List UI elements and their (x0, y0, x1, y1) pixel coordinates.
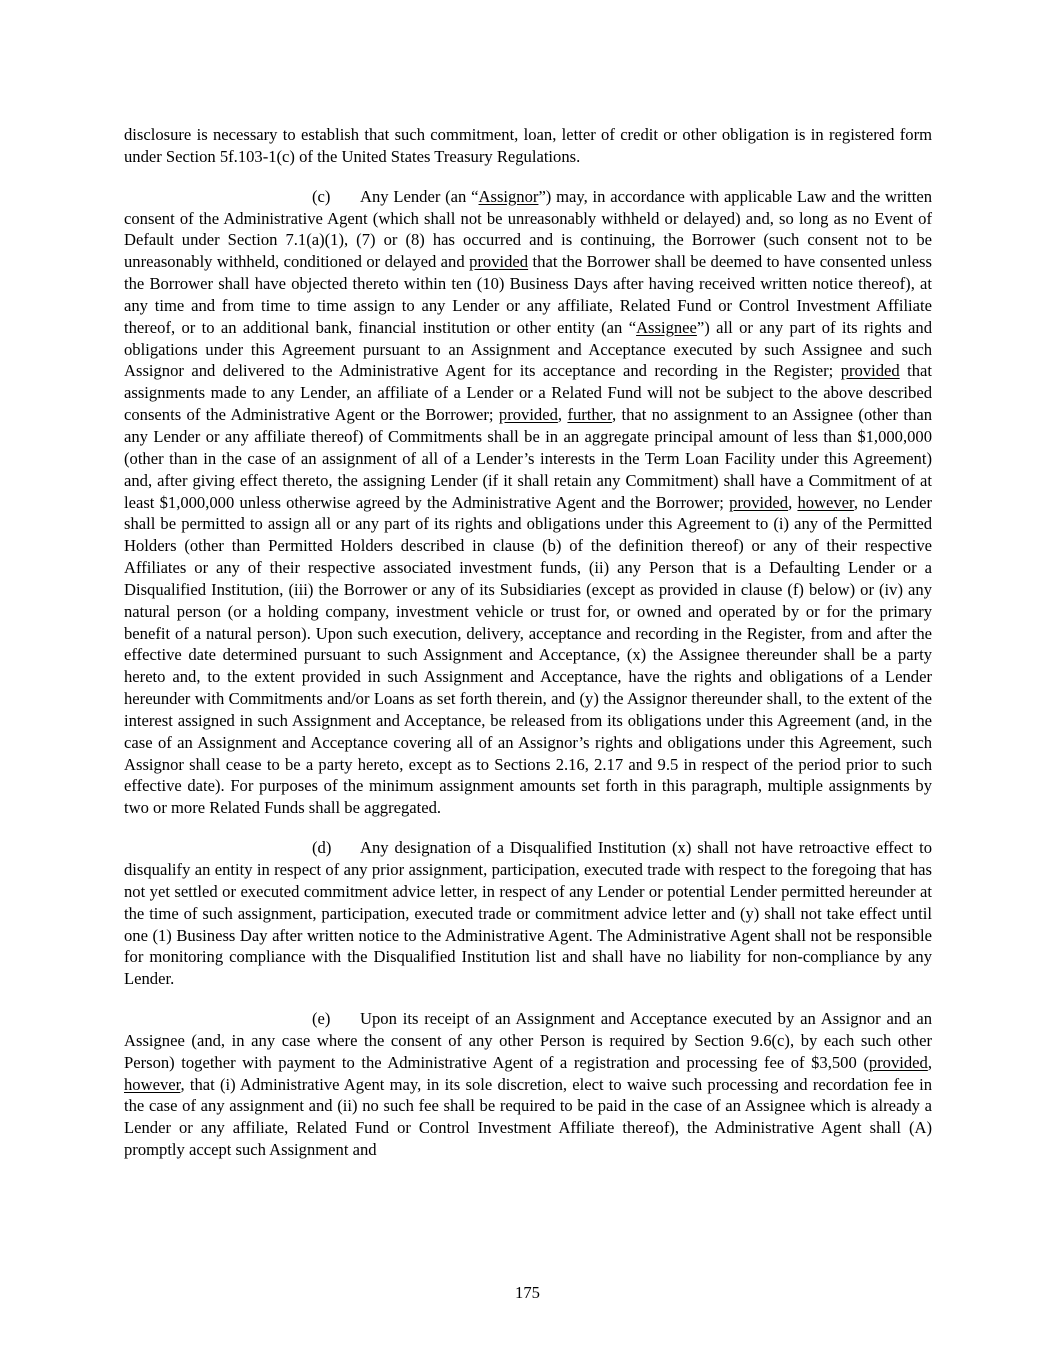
defined-term-assignee: Assignee (636, 317, 697, 337)
paragraph-intro (124, 124, 932, 168)
underlined-term: provided (469, 252, 529, 272)
paragraph-e (124, 1008, 932, 1161)
text-run: , (557, 405, 568, 425)
underlined-term: provided (498, 405, 558, 425)
underlined-term: however (797, 492, 854, 512)
underlined-term: provided (729, 492, 789, 512)
paragraph-label: (e) (312, 1009, 331, 1029)
text-run: that assignments made to any Lender, an affiliate of a Lender or a Related Fund will not be subject to the above described consents of the Administrative Agent or the Borrower; (124, 361, 932, 425)
paragraph-label: (d) (312, 838, 332, 858)
underlined-term: provided (868, 1052, 928, 1072)
text-run: Any designation of a Disqualified Institution (x) shall not have retroactive effect to disqualify an entity in respect of any prior assignment, participation, executed trade with respect to the foregoing that has not yet settled or executed commitment advice letter, in respect of any Lender or potential Lender permitted hereunder at the time of such assignment, participation, executed trade or commitment advice letter and (y) shall not take effect until one (1) Business Day after written notice to the Administrative Agent. The Administrative Agent shall not be responsible for monitoring compliance with the Disqualified Institution list and shall have no liability for non-compliance by any Lender. (124, 838, 932, 989)
text-run: that the Borrower shall be deemed to have consented unless the Borrower shall have objected thereto within ten (10) Business Days after having received written notice thereof), at any time and from time to time assign to any Lender or any affiliate, Related Fund or Control Investment Affiliate thereof, or to an additional bank, financial institution or other entity (an “ (124, 252, 932, 337)
text-run: , that no assignment to an Assignee (other than any Lender or any affiliate thereof) of Commitments shall be in an aggregate principal amount of less than $1,000,000 (other than in the case of an assignment of all of a Lender’s interests in the Term Loan Facility under this Agreement) and, after giving effect thereto, the assigning Lender (if it shall retain any Commitment) shall have a Commitment of at least $1,000,000 unless otherwise agreed by the Administrative Agent and the Borrower; (124, 405, 933, 512)
text-run: , (927, 1052, 932, 1072)
text-run: , (788, 492, 798, 512)
defined-term-assignor: Assignor (478, 186, 539, 206)
text-run: , that (i) Administrative Agent may, in its sole discretion, elect to waive such processing and recordation fee in the case of any assignment and (ii) no such fee shall be required to be paid in the case of an Assignee which is already a Lender or any affiliate, Related Fund or Control Investment Affiliate thereof), the Administrative Agent shall (A) promptly accept such Assignment and (124, 1074, 932, 1160)
paragraph-d (124, 837, 932, 990)
document-page (124, 124, 932, 1161)
paragraph-label: (c) (312, 186, 331, 206)
underlined-term: provided (840, 361, 900, 381)
underlined-term: further (567, 405, 612, 425)
underlined-term: however (124, 1074, 181, 1094)
paragraph-c (124, 186, 932, 819)
text-run: Upon its receipt of an Assignment and Acceptance executed by an Assignor and an Assignee (and, in any case where the consent of any other Person is required by Section 9.6(c), by each such other Person) together with payment to the Administrative Agent of a registration and processing fee of $3,500 ( (124, 1009, 932, 1072)
text-run: ”) may, in accordance with applicable Law and the written consent of the Administrative Agent (which shall not be unreasonably withheld or delayed) and, so long as no Event of Default under Section 7.1(a)(1), (7) or (8) has occurred and is continuing, the Borrower (such consent not to be unreasonably withheld, conditioned or delayed and (124, 186, 933, 272)
text-run: Any Lender (an “ (360, 186, 479, 206)
text-run: disclosure is necessary to establish that such commitment, loan, letter of credit or other obligation is in registered form under Section 5f.103-1(c) of the United States Treasury Regulations. (124, 125, 932, 166)
text-run: ”) all or any part of its rights and obligations under this Agreement pursuant to an Assignment and Acceptance executed by such Assignee and such Assignor and delivered to the Administrative Agent for its acceptance and recording in the Register; (124, 317, 932, 381)
page-number: 175 (515, 1283, 540, 1302)
text-run: , no Lender shall be permitted to assign all or any part of its rights and obligations under this Agreement to (i) any of the Permitted Holders (other than Permitted Holders described in clause (b) of the definition thereof) or any of their respective Affiliates or any of their respective associated investment funds, (ii) any Person that is a Defaulting Lender or a Disqualified Institution, (iii) the Borrower or any of its Subsidiaries (except as provided in clause (f) below) or (iv) any natural person (or a holding company, investment vehicle or trust for, or owned and operated by or for the primary benefit of a natural person). Upon such execution, delivery, acceptance and recording in the Register, from and after the effective date determined pursuant to such Assignment and Acceptance, (x) the Assignee thereunder shall be a party hereto and, to the extent provided in such Assignment and Acceptance, have the rights and obligations of a Lender hereunder with Commitments and/or Loans as set forth therein, and (y) the Assignor thereunder shall, to the extent of the interest assigned in such Assignment and Acceptance, be released from its obligations under this Agreement (and, in the case of an Assignment and Acceptance covering all of an Assignor’s rights and obligations under this Agreement, such Assignor shall cease to be a party hereto, except as to Sections 2.16, 2.17 and 9.5 in respect of the period prior to such effective date). For purposes of the minimum assignment amounts set forth in this paragraph, multiple assignments by two or more Related Funds shall be aggregated. (124, 492, 933, 818)
